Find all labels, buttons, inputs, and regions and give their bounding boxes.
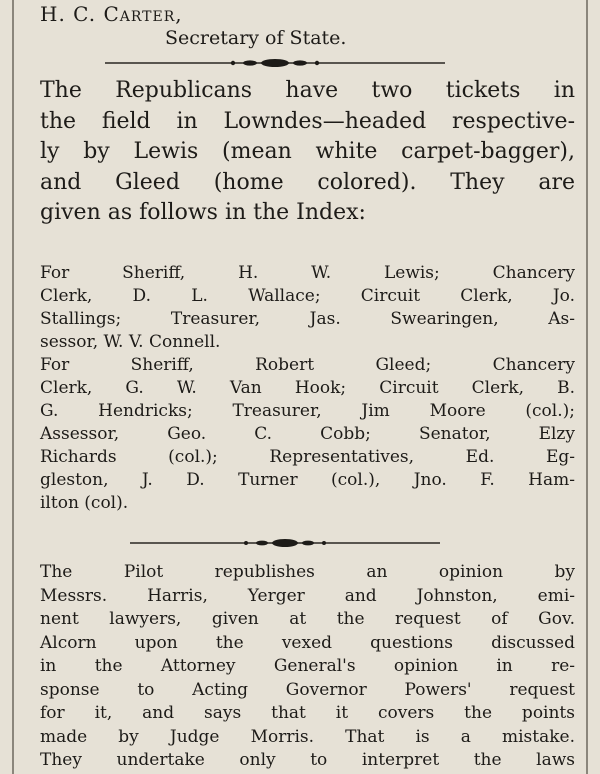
text-line: Clerk, D. L. Wallace; Circuit Clerk, Jo.	[40, 286, 575, 306]
text-line: For Sheriff, H. W. Lewis; Chancery	[40, 263, 575, 283]
column-rule-left	[12, 0, 14, 774]
text-line: Messrs. Harris, Yerger and Johnston, emi-	[40, 585, 575, 606]
paragraph-republican-tickets	[40, 76, 575, 229]
text-line: Alcorn upon the vexed questions discussed	[40, 632, 575, 653]
text-line: G. Hendricks; Treasurer, Jim Moore (col.);	[40, 401, 575, 421]
text-line: and Gleed (home colored). They are	[40, 169, 575, 195]
text-line: nent lawyers, given at the request of Gov.	[40, 609, 575, 629]
ornamental-divider	[130, 535, 440, 551]
text-line: gleston, J. D. Turner (col.), Jno. F. Ham-	[40, 470, 575, 490]
text-line: ilton (col).	[40, 493, 129, 513]
column-rule-right	[586, 0, 588, 774]
text-line: Stallings; Treasurer, Jas. Swearingen, As-	[40, 309, 575, 329]
ticket-listings	[40, 262, 575, 515]
text-line: The Pilot republishes an opinion by	[40, 562, 575, 582]
text-line: for it, and says that it covers the points	[40, 703, 575, 723]
paragraph-pilot-opinion	[40, 561, 575, 773]
ornamental-divider	[105, 55, 445, 71]
text-line: For Sheriff, Robert Gleed; Chancery	[40, 355, 575, 375]
text-line: made by Judge Morris. That is a mistake.	[40, 726, 575, 747]
text-line: ly by Lewis (mean white carpet-bagger),	[40, 139, 575, 164]
signature-title: Secretary of State.	[165, 27, 347, 49]
text-line: sponse to Acting Governor Powers' request	[40, 679, 575, 700]
text-line: the field in Lowndes—headed respective-	[40, 108, 575, 134]
text-line: in the Attorney General's opinion in re-	[40, 656, 575, 676]
text-line: Clerk, G. W. Van Hook; Circuit Clerk, B.	[40, 378, 575, 398]
text-line: Richards (col.); Representatives, Ed. Eg-	[40, 447, 575, 467]
text-line: They undertake only to interpret the laws	[40, 750, 575, 770]
text-line: sessor, W. V. Connell.	[40, 332, 221, 352]
text-line: given as follows in the Index:	[40, 200, 366, 225]
text-line: Assessor, Geo. C. Cobb; Senator, Elzy	[40, 424, 575, 444]
text-line: The Republicans have two tickets in	[40, 78, 575, 103]
signature-name: H. C. Carter,	[40, 2, 183, 26]
